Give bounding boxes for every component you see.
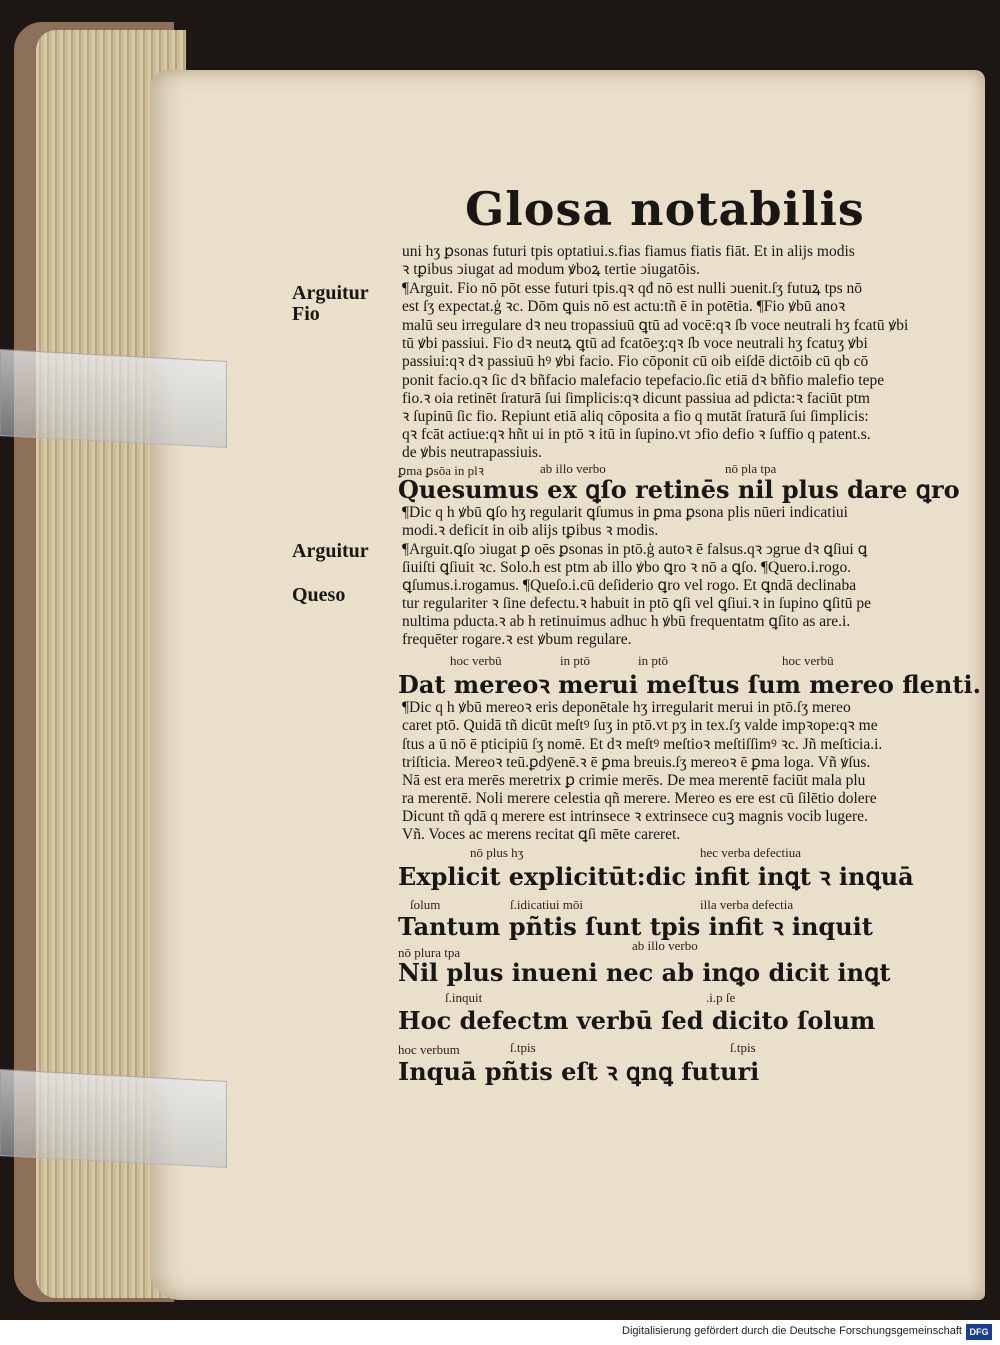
interlinear-gloss: nō plus hʒ — [470, 845, 524, 860]
text-line: ¶Arguit. Fio nō pōt esse futuri tpis.qꝛ qđ nō est nulli ↄuenit.ſʒ futuꝝ tps nō — [402, 280, 863, 297]
text-line: est ſʒ expectat.ģ ꝛc. Dōm ꝗuis nō est actu:tñ ē in potētia. ¶Fio ꝟbū anoꝛ — [402, 298, 846, 315]
interlinear-gloss: .i.p ſe — [706, 990, 736, 1005]
margin-note-fio: Fio — [292, 303, 320, 325]
interlinear-gloss: ab illo verbo — [632, 938, 698, 953]
interlinear-gloss: hec verba defectiua — [700, 845, 802, 860]
interlinear-gloss: hoc verbum — [398, 1042, 460, 1057]
text-line: Dicunt tñ qdā q merere est intrinsece ꝛ extrinsece cuꝫ magnis vocib lugere. — [402, 808, 868, 825]
text-line: passiui:qꝛ dꝛ passiuū hꝰ ꝟbi facio. Fio cōponit cū oib eiſdē dictōib cū qb cō — [402, 353, 869, 370]
text-line: ¶Dic q h ꝟbū mereoꝛ eris deponētale hʒ irregularit merui in ptō.ſʒ mereo — [402, 699, 851, 716]
verse-line: Explicit explicitūt:dic infit inꝗt ꝛ inꝗuā — [398, 862, 914, 891]
text-line: qꝛ fcāt actiue:qꝛ hñt ui in ptō ꝛ itū in ſupino.vt ↄfio defio ꝛ ſuffio q patent.s. — [402, 426, 871, 443]
interlinear-gloss: ſ.inquit — [445, 990, 483, 1005]
verse-line: Inquā pñtis eſt ꝛ ꝗnꝗ futuri — [398, 1057, 760, 1086]
footer-bar — [0, 1320, 1000, 1345]
text-line: ꝛ tꝑibus ↄiugat ad modum ꝟboꝝ tertie ↄiugatōis. — [402, 261, 700, 278]
interlinear-gloss: nō pla tpa — [725, 461, 777, 476]
text-line: Vñ. Voces ac merens recitat ꝗſi mēte careret. — [402, 826, 681, 843]
page-holder-clip-upper — [0, 349, 227, 448]
text-line: ponit facio.qꝛ ſic dꝛ bñfacio malefacio tepefacio.ſic etiā dꝛ bñfio malefio tepe — [402, 372, 885, 389]
verse-line: Dat mereoꝛ merui meſtus ſum mereo flenti. — [398, 670, 981, 699]
interlinear-gloss: hoc verbū — [782, 653, 834, 668]
text-line: modi.ꝛ deficit in oib alijs tꝑibus ꝛ modis. — [402, 522, 659, 539]
footer-credit: Digitalisierung gefördert durch die Deutsche Forschungsgemeinschaft — [622, 1325, 962, 1337]
text-line: ſtus a ū nō ē pticipiū ſʒ nomē. Et dꝛ meſtꝰ meſtioꝛ meſtiſſimꝰ ꝛc. Jñ meſticia.i. — [402, 736, 883, 753]
text-line: ꝛ ſupinū ſic fio. Repiunt etiā aliq cōposita a fio q mutāt ſraturā ſui ſimplicis: — [402, 408, 869, 425]
verse-line: Nil plus inueni nec ab inꝗo dicit inꝗt — [398, 958, 891, 987]
text-line: uni hʒ ꝑsonas futuri tpis optatiui.s.fias fiamus fiatis fiāt. Et in alijs modis — [402, 243, 855, 260]
verse-line: Hoc defectm verbū ſed dicito ſolum — [398, 1006, 876, 1035]
text-line: tur regulariter ꝛ ſine defectu.ꝛ habuit in ptō ꝗſi vel ꝗſiui.ꝛ in ſupino ꝗſitū pe — [402, 595, 872, 612]
text-line: fio.ꝛ oia retinēt ſraturā ſui ſimplicis:qꝛ dicunt passiua ad pdicta:ꝛ faciūt ptm — [402, 390, 870, 407]
text-line: ꝗſumus.i.rogamus. ¶Queſo.i.cū deſiderio ꝗro vel rogo. Et ꝗndā declinaba — [402, 577, 857, 594]
text-line: ¶Arguit.ꝗſo ↄiugat ꝑ oēs ꝑsonas in ptō.ģ autoꝛ ē falsus.qꝛ ↄgrue dꝛ ꝗſiui ꝗ — [402, 541, 868, 558]
interlinear-gloss: in ptō — [638, 653, 668, 668]
text-line: frequēter rogare.ꝛ est ꝟbum regulare. — [402, 631, 632, 648]
text-line: Nā est era merēs meretrix ꝑ crimie merēs. De mea merentē faciūt mala plu — [402, 772, 866, 789]
dfg-logo: DFG — [966, 1324, 992, 1340]
interlinear-gloss: ꝑma ꝑsōa in plꝛ — [398, 463, 484, 478]
text-line: ra merentē. Noli merere celestia qñ merere. Mereo es ere est cū ſilētio dolere — [402, 790, 877, 807]
interlinear-gloss: hoc verbū — [450, 653, 502, 668]
page-holder-clip-lower — [0, 1069, 227, 1168]
interlinear-gloss: nō plura tpa — [398, 945, 461, 960]
interlinear-gloss: illa verba defectia — [700, 897, 794, 912]
interlinear-gloss: ſ.idicatiui mōi — [510, 897, 583, 912]
text-line: tū ꝟbi passiui. Fio dꝛ neutꝝ ꝗtū ad fcatōeʒ:qꝛ ſb voce neutrali hʒ fcatuʒ ꝟbi — [402, 335, 868, 352]
verse-line: Tantum pñtis ſunt tpis infit ꝛ inquit — [398, 912, 873, 941]
page-heading: Glosa notabilis — [465, 182, 865, 236]
text-line: nultima pducta.ꝛ ab h retinuimus adhuc h ꝟbū frequentatm ꝗſito as are.i. — [402, 613, 851, 630]
margin-note-queso: Queso — [292, 584, 346, 606]
interlinear-gloss: ab illo verbo — [540, 461, 606, 476]
text-line: ¶Dic q h ꝟbū ꝗſo hʒ regularit ꝗſumus in ꝑma ꝑsona plis nūeri indicatiui — [402, 504, 848, 521]
interlinear-gloss: ſ.tpis — [730, 1040, 756, 1055]
text-line: malū seu irregulare dꝛ neu tropassiuū ꝗtū ad vocē:qꝛ ſb voce neutrali hʒ fcatū ꝟbi — [402, 317, 909, 334]
text-line: ſiuiſti ꝗſiuit ꝛc. Solo.h est ptm ab illo ꝟbo ꝗro ꝛ nō a ꝗſo. ¶Quero.i.rogo. — [402, 559, 852, 576]
interlinear-gloss: ſ.tpis — [510, 1040, 536, 1055]
text-line: triſticia. Mereoꝛ teū.ꝑdȳenē.ꝛ ē ꝑma breuis.ſʒ mereoꝛ ē ꝑma loga. Vñ ꝟſus. — [402, 754, 871, 771]
verse-line: Quesumus ex ꝗſo retinēs nil plus dare ꝗro — [398, 475, 960, 504]
interlinear-gloss: in ptō — [560, 653, 590, 668]
margin-note-arguitur-1: Arguitur — [292, 282, 369, 304]
margin-note-arguitur-2: Arguitur — [292, 540, 369, 562]
text-line: caret ptō. Quidā tñ dicūt meſtꝰ ſuʒ in ptō.vt pʒ in tex.ſʒ valde impꝛope:qꝛ me — [402, 717, 878, 734]
interlinear-gloss: ſolum — [410, 897, 441, 912]
text-line: de ꝟbis neutrapassiuis. — [402, 444, 542, 461]
